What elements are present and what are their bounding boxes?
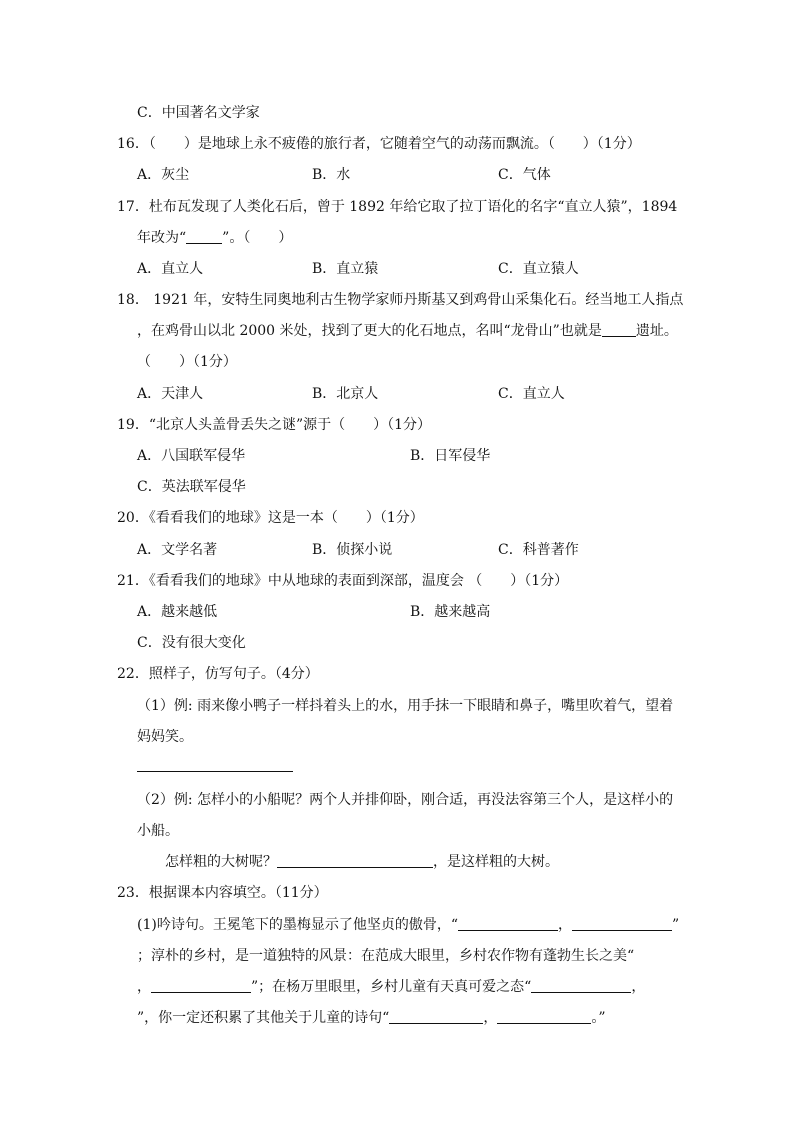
q21-option-b: B．越来越高 bbox=[410, 604, 491, 620]
q22-part2-line1: （2）例: 怎样小的小船呢？两个人并排仰卧，刚合适，再没法容第三个人，是这样小的 bbox=[137, 792, 674, 808]
q22-part2-blank[interactable] bbox=[277, 853, 433, 868]
q17-option-c: C．直立猿人 bbox=[498, 261, 579, 277]
q23-line3: ， ”；在杨万里眼里，乡村儿童有天真可爱之态“ ， bbox=[137, 979, 646, 995]
q22-part1-line1: （1）例: 雨来像小鸭子一样抖着头上的水，用手抹一下眼睛和鼻子，嘴里吹着气，望着 bbox=[137, 698, 674, 714]
q15-option-c: C．中国著名文学家 bbox=[137, 105, 260, 121]
q23-line1: (1)吟诗句。王冕笔下的墨梅显示了他坚贞的傲骨，“ ， ” bbox=[137, 917, 680, 933]
q18-option-c: C．直立人 bbox=[498, 386, 565, 402]
q23-blank-4[interactable] bbox=[531, 978, 631, 993]
q18-blank[interactable] bbox=[602, 322, 636, 337]
q23-stem: 23．根据课本内容填空。（11分） bbox=[117, 885, 328, 901]
q18-stem-line2: ，在鸡骨山以北 2000 米处，找到了更大的化石地点，名叫“龙骨山”也就是 遗址。 bbox=[137, 323, 678, 339]
q16-stem: 16．（ ）是地球上永不疲倦的旅行者，它随着空气的动荡而飘流。（ ）（1分） bbox=[117, 136, 641, 152]
q22-part1-line2: 妈妈笑。 bbox=[137, 729, 193, 745]
q23-line4: ”，你一定还积累了其他关于儿童的诗句“ ， 。” bbox=[137, 1010, 606, 1026]
q16-option-b: B．水 bbox=[312, 167, 351, 183]
q18-stem-line3: （ ）（1分） bbox=[137, 354, 237, 370]
q22-answer-line[interactable] bbox=[137, 771, 293, 772]
q23-line2: ；淳朴的乡村，是一道独特的风景：在范成大眼里，乡村农作物有蓬勃生长之美“ bbox=[137, 948, 635, 964]
q23-blank-2[interactable] bbox=[572, 916, 672, 931]
q16-option-a: A．灰尘 bbox=[137, 167, 190, 183]
q19-stem: 19．“北京人头盖骨丢失之谜”源于（ ）（1分） bbox=[117, 417, 432, 433]
q20-option-b: B．侦探小说 bbox=[312, 542, 393, 558]
q23-blank-1[interactable] bbox=[458, 916, 558, 931]
q21-stem: 21．《看看我们的地球》中从地球的表面到深部，温度会 （ ）（1分） bbox=[117, 573, 569, 589]
q23-blank-3[interactable] bbox=[151, 978, 251, 993]
q17-stem-line2: 年改为“ ”。（ ） bbox=[137, 230, 293, 246]
q18-stem-line1: 18． 1921 年，安特生同奥地利古生物学家师丹斯基又到鸡骨山采集化石。经当地工人指点 bbox=[117, 292, 684, 308]
q17-blank[interactable] bbox=[186, 229, 222, 244]
q18-option-b: B．北京人 bbox=[312, 386, 379, 402]
q23-blank-6[interactable] bbox=[497, 1009, 591, 1024]
q21-option-a: A．越来越低 bbox=[137, 604, 218, 620]
q22-part2-line2: 小船。 bbox=[137, 823, 179, 839]
q20-option-a: A．文学名著 bbox=[137, 542, 218, 558]
q19-option-c: C．英法联军侵华 bbox=[137, 479, 246, 495]
q23-blank-5[interactable] bbox=[389, 1009, 483, 1024]
q18-option-a: A．天津人 bbox=[137, 386, 204, 402]
q20-stem: 20．《看看我们的地球》这是一本（ ）（1分） bbox=[117, 510, 424, 526]
q22-stem: 22．照样子，仿写句子。（4分） bbox=[117, 666, 319, 682]
q19-option-a: A．八国联军侵华 bbox=[137, 448, 246, 464]
q17-option-a: A．直立人 bbox=[137, 261, 204, 277]
q19-option-b: B．日军侵华 bbox=[410, 448, 491, 464]
q17-option-b: B．直立猿 bbox=[312, 261, 379, 277]
q17-stem-line1: 17．杜布瓦发现了人类化石后，曾于 1892 年给它取了拉丁语化的名字“直立人猿”，1894 bbox=[117, 199, 678, 215]
q16-option-c: C．气体 bbox=[498, 167, 551, 183]
q22-part2-line3: 怎样粗的大树呢？ ，是这样粗的大树。 bbox=[165, 854, 559, 870]
q20-option-c: C．科普著作 bbox=[498, 542, 579, 558]
q21-option-c: C．没有很大变化 bbox=[137, 635, 246, 651]
